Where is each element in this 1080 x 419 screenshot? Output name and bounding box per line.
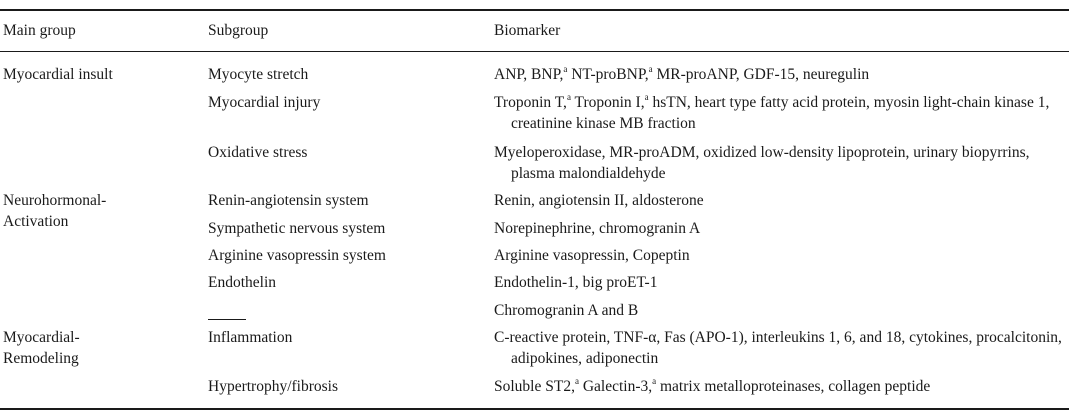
biomarker-cell (494, 64, 1080, 85)
biomarker-text: Troponin I, (570, 94, 645, 111)
subgroup-cell: Renin-angiotensin system (208, 192, 369, 209)
biomarker-cell (494, 142, 1056, 184)
subgroup-cell: Hypertrophy/fibrosis (208, 378, 339, 395)
biomarker-text: matrix metalloproteinases, collagen peptide (656, 378, 931, 395)
biomarker-cell (494, 245, 1080, 266)
table-top-rule (0, 9, 1069, 11)
subgroup-cell: Myocyte stretch (208, 66, 309, 83)
biomarker-text: Myeloperoxidase, MR-proADM, oxidized low-density lipoprotein, urinary biopyrrins, plasma malondialdehyde (494, 144, 1030, 182)
biomarker-text: MR-proANP, GDF-15, neuregulin (652, 66, 870, 83)
footnote-marker: a (652, 375, 657, 386)
biomarker-cell (494, 376, 1080, 397)
biomarker-text: Arginine vasopressin, Copeptin (494, 247, 690, 264)
biomarker-text: NT-proBNP, (567, 66, 649, 83)
subgroup-cell: Oxidative stress (208, 144, 308, 161)
biomarker-cell (494, 327, 1080, 369)
subgroup-cell: Sympathetic nervous system (208, 220, 386, 237)
footnote-marker: a (574, 375, 579, 386)
biomarker-text: Soluble ST2, (494, 378, 575, 395)
biomarker-text: Endothelin-1, big proET-1 (494, 274, 658, 291)
table-header-rule (0, 51, 1069, 52)
subgroup-cell: Inflammation (208, 329, 293, 346)
main-group-myocardial-remodeling (3, 327, 80, 369)
biomarker-cell (494, 272, 1080, 293)
biomarker-cell (494, 190, 1080, 211)
biomarker-text: Troponin T, (494, 94, 567, 111)
footnote-marker: a (648, 63, 653, 74)
header-main-group: Main group (3, 22, 76, 39)
subgroup-cell: Arginine vasopressin system (208, 247, 386, 264)
biomarker-cell (494, 300, 1080, 321)
footnote-marker: a (644, 91, 649, 102)
empty-subgroup-dash (208, 319, 246, 320)
biomarker-text: Chromogranin A and B (494, 302, 639, 319)
footnote-marker: a (563, 63, 568, 74)
header-subgroup: Subgroup (208, 22, 269, 39)
subgroup-cell: Myocardial injury (208, 94, 321, 111)
biomarker-text: ANP, BNP, (494, 66, 564, 83)
main-group-label-line2: Remodeling (3, 350, 79, 367)
footnote-marker: a (566, 91, 571, 102)
biomarker-text: Galectin-3, (578, 378, 653, 395)
biomarker-text: hsTN, heart type fatty acid protein, myosin light-chain kinase 1, creatinine kinase MB fraction (511, 94, 1050, 132)
main-group-myocardial-insult (3, 64, 113, 85)
biomarker-cell (494, 92, 1080, 134)
main-group-neurohormonal-activation (3, 190, 106, 232)
biomarker-text: Renin, angiotensin II, aldosterone (494, 192, 704, 209)
subgroup-cell: Endothelin (208, 274, 277, 291)
main-group-label-line1: Myocardial- (3, 329, 80, 346)
biomarker-text: Norepinephrine, chromogranin A (494, 220, 701, 237)
header-biomarker: Biomarker (494, 22, 561, 39)
main-group-label-line2: Activation (3, 213, 69, 230)
table-bottom-rule (0, 408, 1069, 410)
biomarker-text: C-reactive protein, TNF-α, Fas (APO-1), interleukins 1, 6, and 18, cytokines, procalcitonin, adipokines, adiponectin (494, 329, 1062, 367)
biomarker-cell (494, 218, 1080, 239)
main-group-label: Myocardial insult (3, 66, 113, 83)
main-group-label-line1: Neurohormonal- (3, 192, 107, 209)
